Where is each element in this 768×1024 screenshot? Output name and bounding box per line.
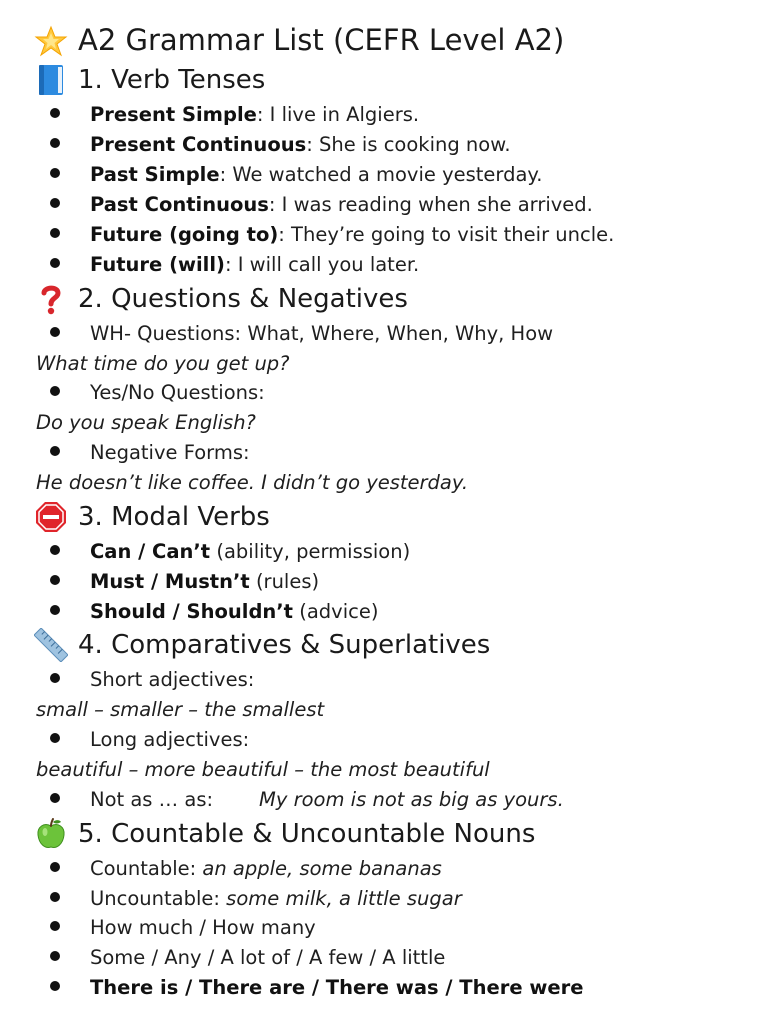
list-item <box>50 568 320 596</box>
bullet <box>50 981 60 991</box>
bullet <box>50 921 60 931</box>
list-item <box>50 251 420 279</box>
list-item <box>50 914 316 942</box>
blue-book-icon <box>34 63 68 93</box>
bullet <box>50 605 60 615</box>
grammar-term: Can / Can’t <box>90 540 211 563</box>
example-sentence: Do you speak English? <box>36 411 256 434</box>
list-item <box>50 161 543 189</box>
grammar-term: Present Continuous <box>90 133 307 156</box>
green-apple-icon <box>34 817 68 847</box>
list-item <box>50 191 593 219</box>
section-heading-questions-negatives <box>34 282 408 316</box>
example-sentence: What time do you get up? <box>36 352 290 375</box>
section-heading-modal-verbs <box>34 500 270 534</box>
list-item <box>50 974 584 1002</box>
list-item <box>50 320 554 348</box>
example-sentence: My room is not as big as yours. <box>259 788 564 811</box>
bullet <box>50 793 60 803</box>
list-item <box>50 538 411 566</box>
grammar-point: Long adjectives: <box>90 728 250 751</box>
list-item <box>50 439 250 467</box>
grammar-point: Negative Forms: <box>90 441 250 464</box>
bullet <box>50 228 60 238</box>
page-title-text: A2 Grammar List (CEFR Level A2) <box>78 23 565 57</box>
bullet <box>50 198 60 208</box>
list-item <box>50 944 446 972</box>
bullet <box>50 862 60 872</box>
section-heading-text: 4. Comparatives & Superlatives <box>78 630 491 660</box>
bullet <box>50 892 60 902</box>
bullet <box>50 258 60 268</box>
list-item <box>50 786 564 814</box>
grammar-point: WH- Questions: What, Where, When, Why, How <box>90 322 554 345</box>
example-sentence: beautiful – more beautiful – the most beautiful <box>36 758 490 781</box>
bullet <box>50 168 60 178</box>
glowing-star-icon <box>34 25 68 55</box>
section-heading-verb-tenses <box>34 63 265 97</box>
page-title <box>34 22 564 58</box>
grammar-point: Some / Any / A lot of / A few / A little <box>90 946 446 969</box>
grammar-example: an apple, some bananas <box>202 857 442 880</box>
bullet <box>50 733 60 743</box>
grammar-label: Countable: <box>90 857 203 880</box>
section-heading-comparatives <box>34 628 490 662</box>
grammar-term: Should / Shouldn’t <box>90 600 294 623</box>
section-heading-text: 1. Verb Tenses <box>78 65 266 95</box>
example-sentence: He doesn’t like coffee. I didn’t go yesterday. <box>36 471 469 494</box>
list-item <box>50 598 379 626</box>
grammar-example: : I live in Algiers. <box>256 103 420 126</box>
grammar-example: : I will call you later. <box>224 253 420 276</box>
bullet <box>50 446 60 456</box>
grammar-example: some milk, a little sugar <box>226 887 462 910</box>
grammar-point: How much / How many <box>90 916 316 939</box>
grammar-example: : She is cooking now. <box>306 133 511 156</box>
grammar-example: (rules) <box>249 570 320 593</box>
red-question-mark-icon <box>34 282 68 312</box>
bullet <box>50 545 60 555</box>
list-item <box>50 855 442 883</box>
list-item <box>50 726 250 754</box>
grammar-example: : We watched a movie yesterday. <box>219 163 543 186</box>
bullet <box>50 386 60 396</box>
example-sentence: small – smaller – the smallest <box>36 698 325 721</box>
section-heading-text: 5. Countable & Uncountable Nouns <box>78 819 536 849</box>
list-item <box>50 131 511 159</box>
straight-ruler-icon <box>34 628 68 658</box>
grammar-term: Present Simple <box>90 103 257 126</box>
grammar-example: (advice) <box>293 600 379 623</box>
grammar-term: Past Simple <box>90 163 220 186</box>
bullet <box>50 138 60 148</box>
list-item <box>50 379 265 407</box>
section-heading-text: 2. Questions & Negatives <box>78 284 408 314</box>
list-item <box>50 885 462 913</box>
bullet <box>50 951 60 961</box>
bullet <box>50 327 60 337</box>
list-item <box>50 666 255 694</box>
bullet <box>50 575 60 585</box>
grammar-example: : I was reading when she arrived. <box>268 193 593 216</box>
grammar-term: Must / Mustn’t <box>90 570 250 593</box>
grammar-label: Uncountable: <box>90 887 227 910</box>
list-item <box>50 221 615 249</box>
list-item <box>50 101 420 129</box>
bullet <box>50 108 60 118</box>
bullet <box>50 673 60 683</box>
section-heading-text: 3. Modal Verbs <box>78 502 270 532</box>
grammar-term: There is / There are / There was / There were <box>90 976 584 999</box>
section-heading-nouns <box>34 817 535 851</box>
grammar-point: Not as … as: <box>90 788 214 811</box>
grammar-example: : They’re going to visit their uncle. <box>278 223 615 246</box>
stop-sign-icon <box>34 500 68 530</box>
grammar-example: (ability, permission) <box>210 540 411 563</box>
grammar-point: Yes/No Questions: <box>90 381 265 404</box>
grammar-term: Future (will) <box>90 253 225 276</box>
grammar-term: Past Continuous <box>90 193 269 216</box>
grammar-point: Short adjectives: <box>90 668 255 691</box>
grammar-term: Future (going to) <box>90 223 279 246</box>
